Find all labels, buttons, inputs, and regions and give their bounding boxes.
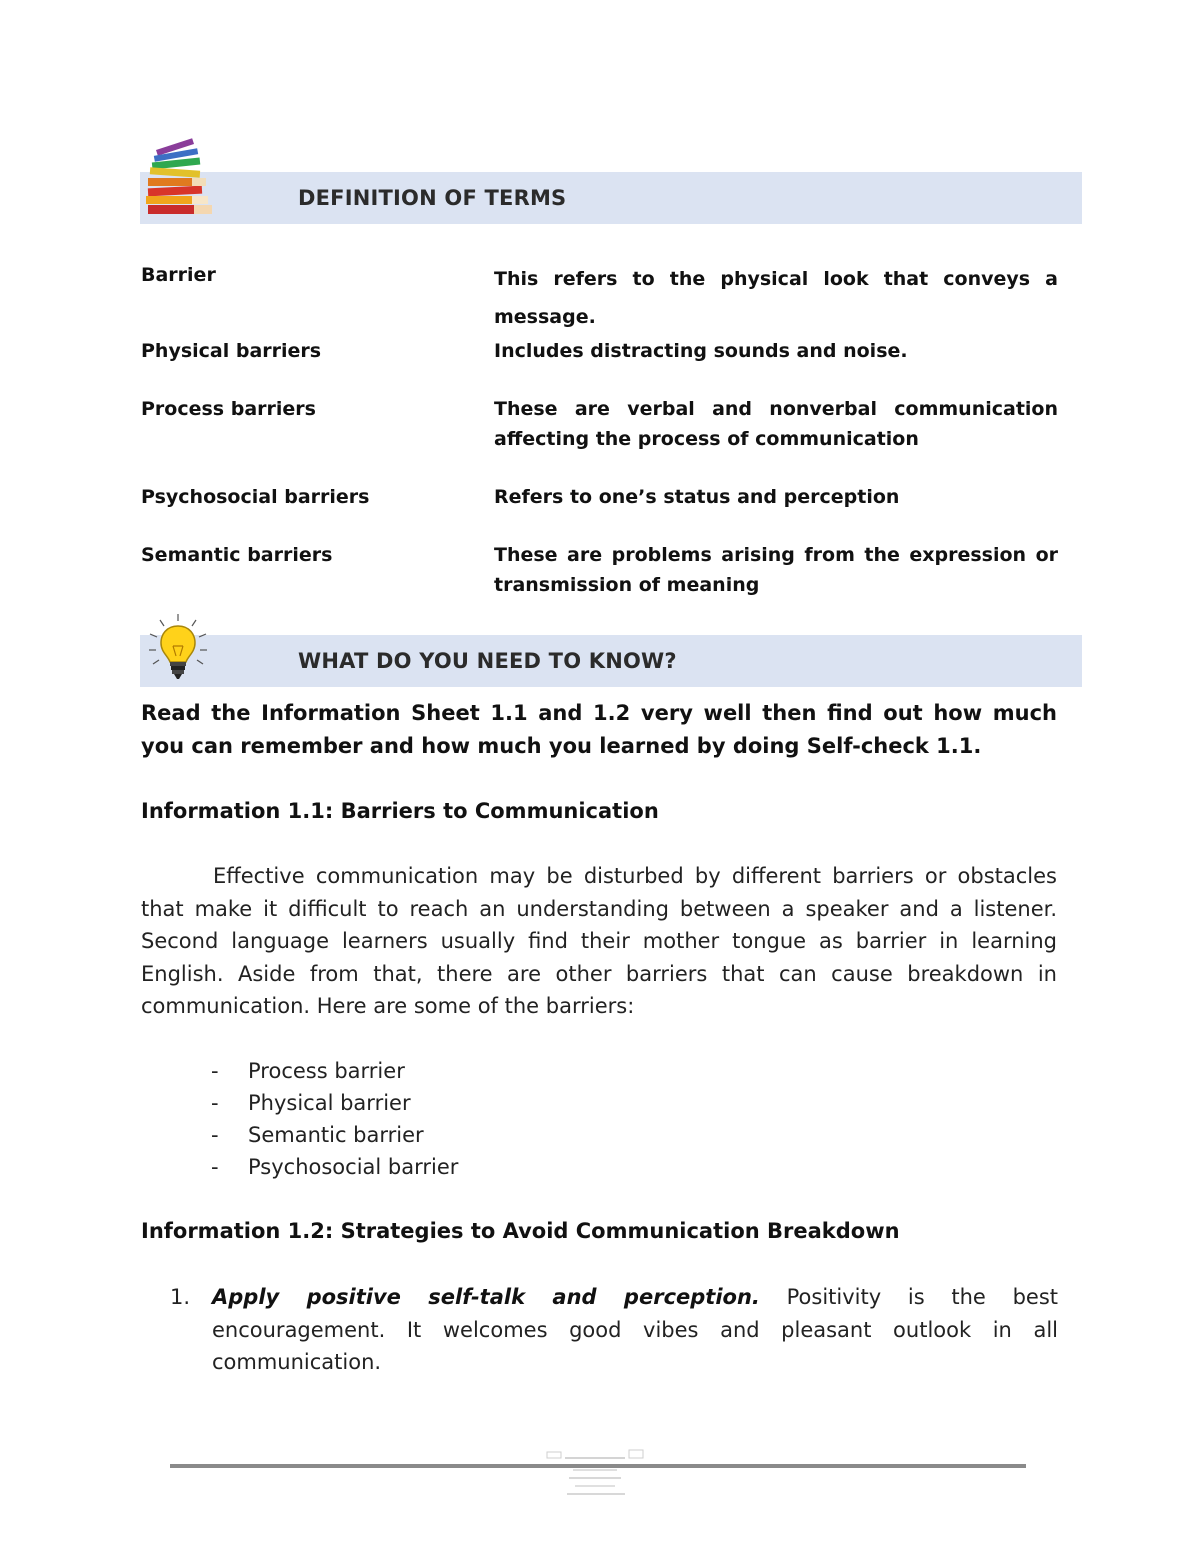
term-label: Barrier	[141, 264, 216, 286]
definition-of-terms-header	[140, 172, 1082, 224]
definitions-list	[141, 256, 1061, 600]
bullet-dash: -	[211, 1091, 219, 1115]
term-definition: These are verbal and nonverbal communication affecting the process of communication	[494, 398, 1058, 450]
definition-row	[141, 540, 1061, 600]
list-item-text: Psychosocial barrier	[248, 1155, 459, 1179]
item-body: Positivity is the best encouragement. It welcomes good vibes and pleasant outlook in all communication.	[212, 1285, 1058, 1374]
list-item	[211, 1087, 458, 1119]
term-definition: This refers to the physical look that conveys a message.	[494, 268, 1058, 328]
list-item-text: Semantic barrier	[248, 1123, 424, 1147]
information-1-1-heading: Information 1.1: Barriers to Communication	[141, 799, 659, 823]
list-item	[211, 1151, 458, 1183]
term-label: Semantic barriers	[141, 544, 333, 566]
definition-row	[141, 394, 1061, 454]
list-item-text: Process barrier	[248, 1059, 405, 1083]
item-number: 1.	[170, 1285, 191, 1309]
lightbulb-icon	[146, 612, 210, 686]
bullet-dash: -	[211, 1155, 219, 1179]
definition-row	[141, 482, 1061, 512]
section-title: WHAT DO YOU NEED TO KNOW?	[298, 649, 677, 673]
bullet-dash: -	[211, 1123, 219, 1147]
term-label: Physical barriers	[141, 340, 322, 362]
term-label: Process barriers	[141, 398, 316, 420]
item-text	[212, 1281, 1058, 1379]
bullet-dash: -	[211, 1059, 219, 1083]
item-emphasis: Apply positive self-talk and perception.	[212, 1285, 760, 1309]
definition-row	[141, 336, 1061, 366]
term-definition: These are problems arising from the expression or transmission of meaning	[494, 544, 1058, 596]
book-stack-icon	[142, 136, 218, 222]
barriers-list	[211, 1055, 458, 1183]
list-item-text: Physical barrier	[248, 1091, 411, 1115]
footer-logo-icon	[545, 1448, 645, 1500]
section-title: DEFINITION OF TERMS	[298, 186, 567, 210]
information-1-1-paragraph	[141, 860, 1057, 1023]
what-do-you-need-to-know-header	[140, 635, 1082, 687]
intro-instructions: Read the Information Sheet 1.1 and 1.2 very well then find out how much you can remember and how much you learned by doing Self-check 1.1.	[141, 701, 1057, 758]
paragraph-text: Effective communication may be disturbed by different barriers or obstacles that make it difficult to reach an understanding between a speaker and a listener. Second language learners usually find their mother tongue as barrier in learning English. Aside from that, there are other barriers that can cause breakdown in communication. Here are some of the barriers:	[141, 864, 1057, 1018]
definition-row	[141, 260, 1061, 336]
list-item	[211, 1055, 458, 1087]
list-item	[211, 1119, 458, 1151]
term-definition: Refers to one’s status and perception	[494, 486, 900, 508]
term-definition: Includes distracting sounds and noise.	[494, 340, 908, 362]
term-label: Psychosocial barriers	[141, 486, 370, 508]
strategy-item	[170, 1281, 1058, 1379]
information-1-2-heading: Information 1.2: Strategies to Avoid Communication Breakdown	[141, 1219, 900, 1243]
